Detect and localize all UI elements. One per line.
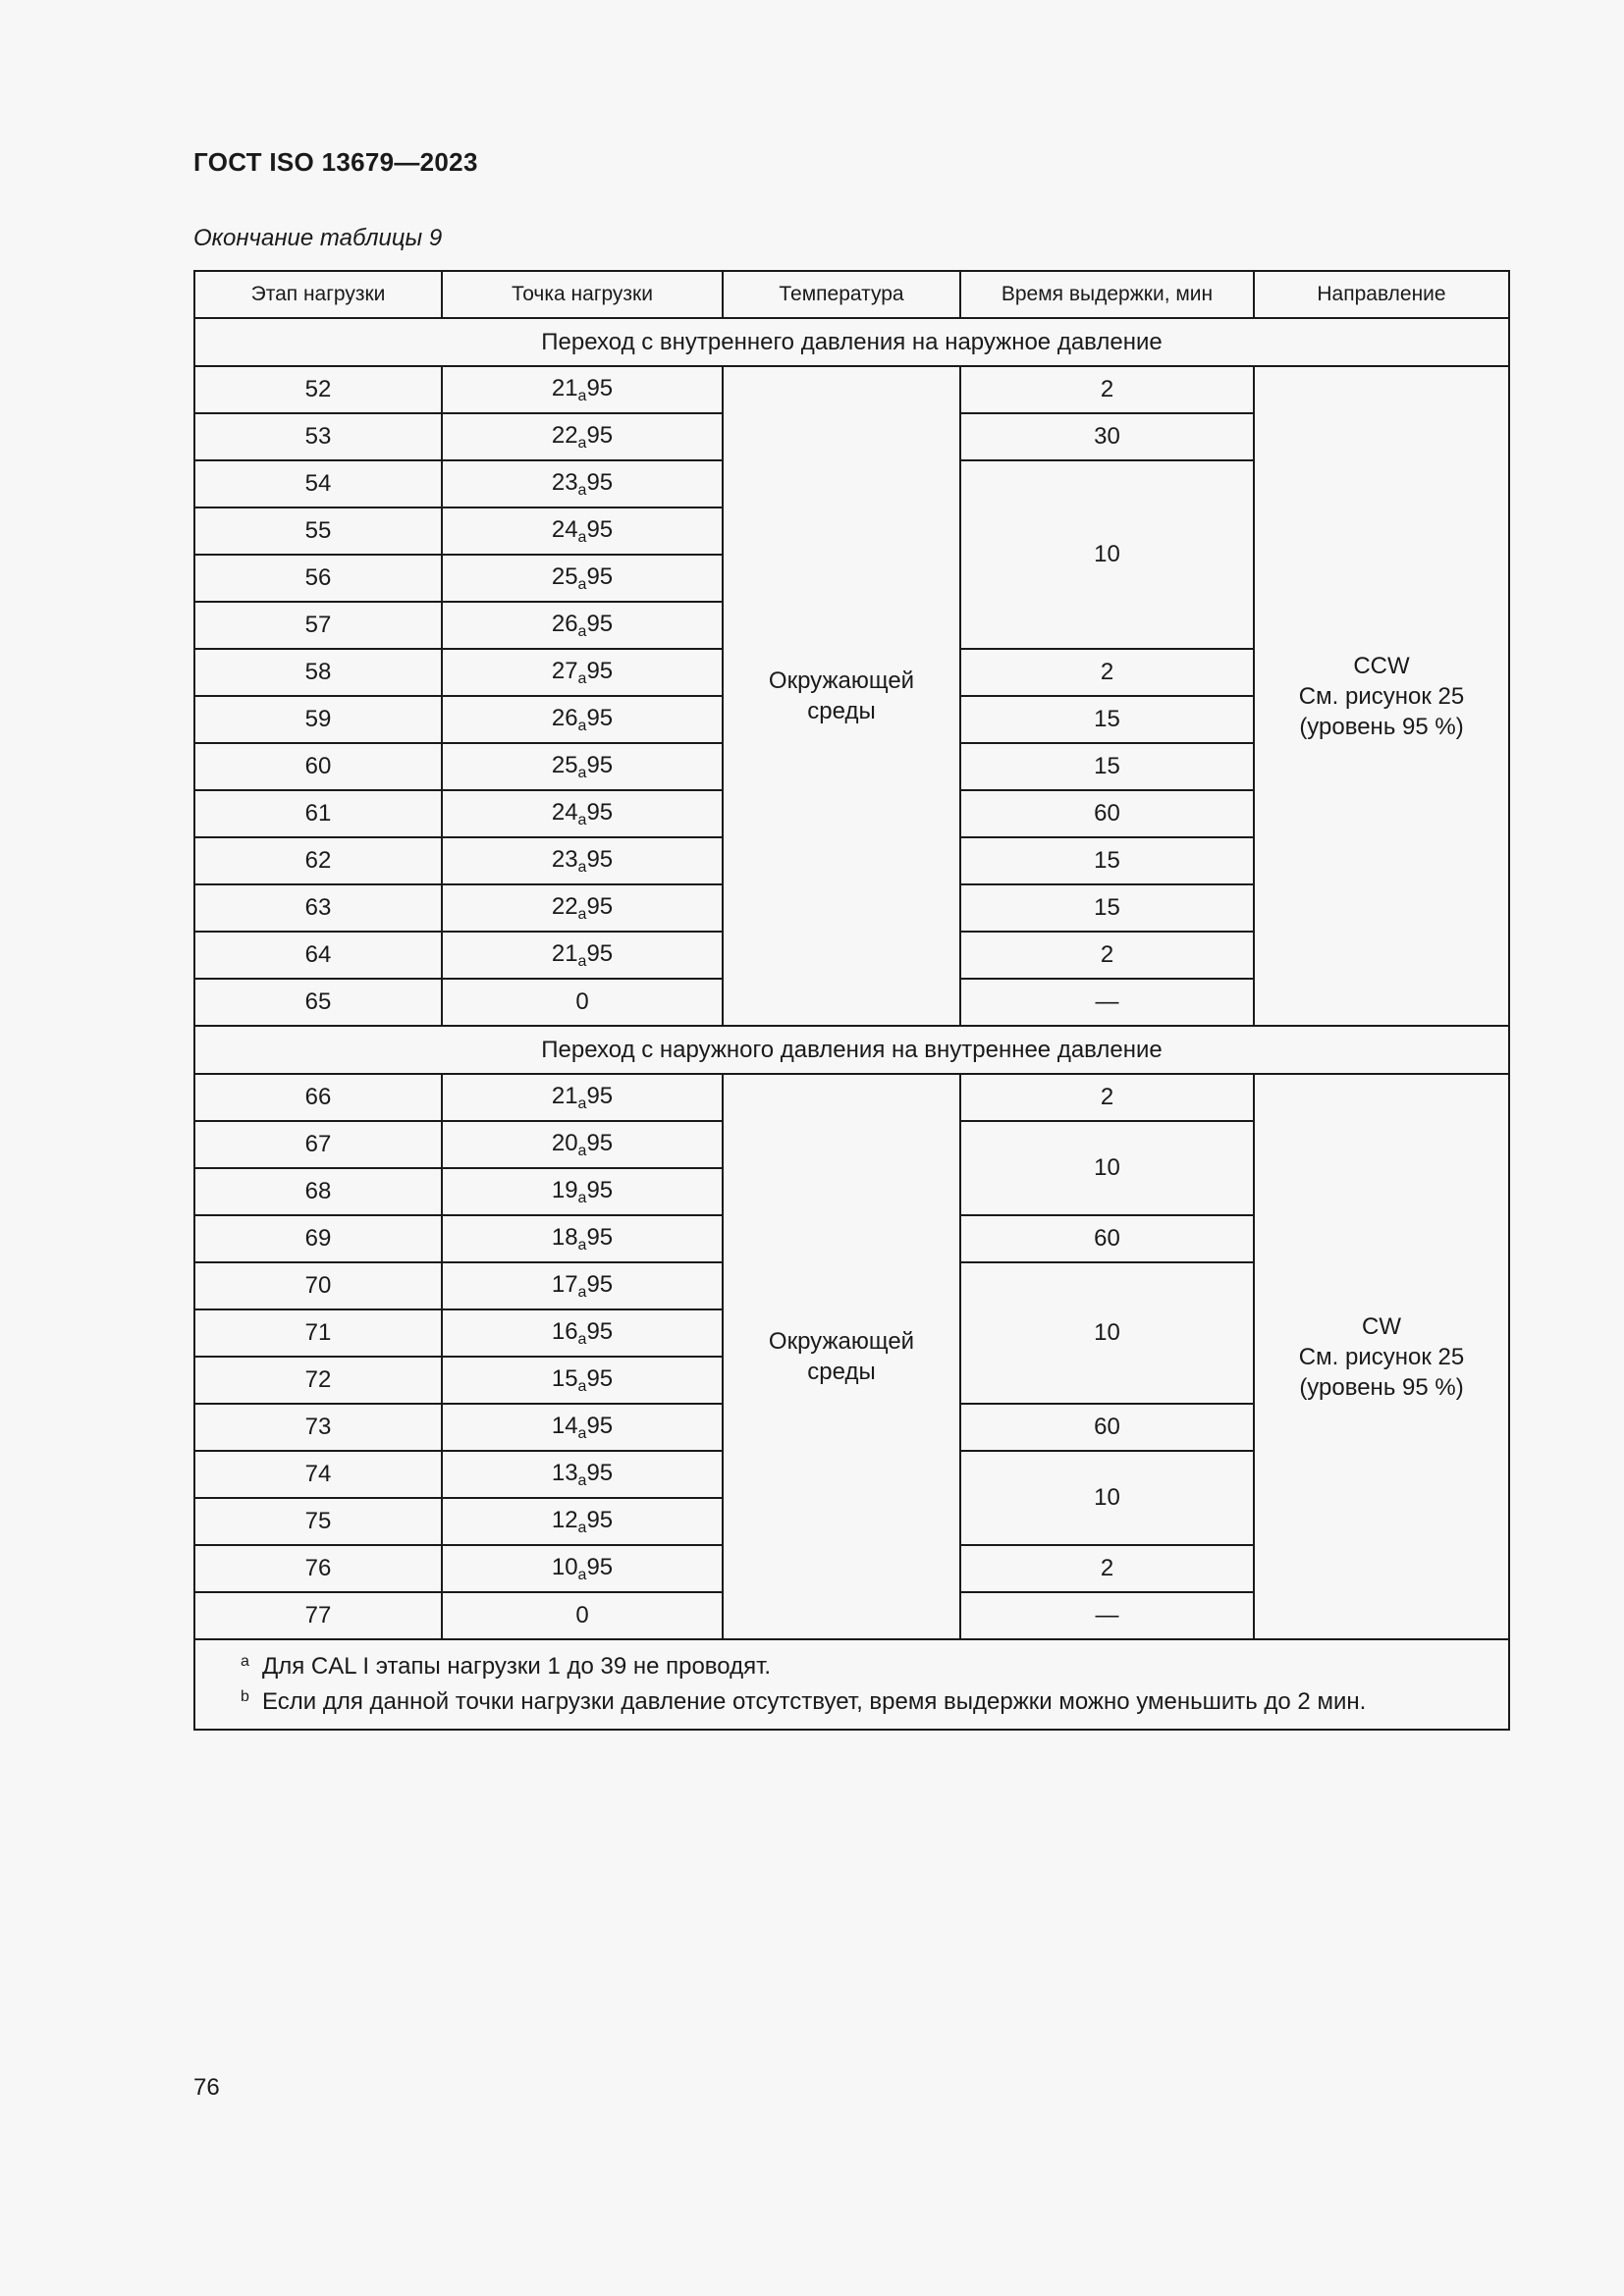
load-point-subscript: a — [577, 669, 587, 687]
load-point-value: 16 — [551, 1317, 578, 1345]
load-point-cell — [442, 1404, 723, 1451]
load-point-cell — [442, 649, 723, 696]
hold-time-cell: 10 — [960, 1262, 1254, 1404]
header-temperature: Температура — [723, 271, 960, 318]
load-stage-cell: 77 — [194, 1592, 442, 1639]
header-direction: Направление — [1254, 271, 1509, 318]
section-header-row — [194, 318, 1509, 366]
load-stage-cell: 70 — [194, 1262, 442, 1309]
load-point-cell — [442, 743, 723, 790]
load-point-cell — [442, 366, 723, 413]
load-point-cell — [442, 1357, 723, 1404]
footnote-mark: a — [241, 1653, 249, 1670]
load-point-percent: 95 — [586, 1082, 614, 1109]
load-stage-cell: 62 — [194, 837, 442, 884]
load-stage-cell: 66 — [194, 1074, 442, 1121]
load-point-value: 23 — [551, 468, 578, 496]
load-point-cell — [442, 1545, 723, 1592]
hold-time-cell: 2 — [960, 932, 1254, 979]
direction-text: См. рисунок 25 — [1298, 682, 1465, 710]
load-point-cell — [442, 837, 723, 884]
load-point-percent: 95 — [586, 657, 614, 684]
load-stage-cell: 64 — [194, 932, 442, 979]
hold-time-cell: 60 — [960, 1404, 1254, 1451]
load-stage-cell: 74 — [194, 1451, 442, 1498]
load-point-value: 17 — [551, 1270, 578, 1298]
load-point-value: 21 — [551, 939, 578, 967]
load-point-value: 22 — [551, 421, 578, 449]
hold-time-cell: 10 — [960, 1121, 1254, 1215]
hold-time-cell: 2 — [960, 649, 1254, 696]
load-point-value: 20 — [551, 1129, 578, 1156]
page-number: 76 — [193, 2074, 220, 2101]
load-point-cell — [442, 1309, 723, 1357]
load-point-subscript: a — [577, 1330, 587, 1348]
load-point-percent: 95 — [586, 515, 614, 543]
load-stage-cell: 67 — [194, 1121, 442, 1168]
hold-time-cell: — — [960, 1592, 1254, 1639]
table-row — [194, 1074, 1509, 1121]
load-stage-cell: 63 — [194, 884, 442, 932]
load-point-subscript: a — [577, 717, 587, 734]
load-point-value: 14 — [551, 1412, 578, 1439]
direction-text: (уровень 95 %) — [1299, 713, 1464, 740]
load-point-subscript: a — [577, 952, 587, 970]
load-stage-cell: 53 — [194, 413, 442, 460]
load-point-subscript: a — [577, 764, 587, 781]
header-hold-time: Время выдержки, мин — [960, 271, 1254, 318]
load-point-value: 24 — [551, 515, 578, 543]
load-point-cell — [442, 602, 723, 649]
table-foot — [194, 1639, 1509, 1730]
hold-time-cell: 60 — [960, 790, 1254, 837]
load-point-percent: 95 — [586, 1317, 614, 1345]
footnote-b — [241, 1682, 1508, 1717]
load-point-value: 19 — [551, 1176, 578, 1203]
load-point-subscript: a — [577, 1236, 587, 1254]
load-point-percent: 95 — [586, 1412, 614, 1439]
load-stage-cell: 76 — [194, 1545, 442, 1592]
load-point-percent: 95 — [586, 845, 614, 873]
temperature-cell — [723, 1074, 960, 1639]
load-point-cell — [442, 1121, 723, 1168]
load-point-value: 26 — [551, 610, 578, 637]
load-stage-cell: 58 — [194, 649, 442, 696]
load-point-value: 18 — [551, 1223, 578, 1251]
load-point-subscript: a — [577, 1283, 587, 1301]
hold-time-cell: 30 — [960, 413, 1254, 460]
load-point-percent: 95 — [586, 1506, 614, 1533]
direction-text: См. рисунок 25 — [1298, 1343, 1465, 1370]
footnote-text: Для CAL I этапы нагрузки 1 до 39 не проводят. — [262, 1653, 772, 1680]
load-stage-cell: 69 — [194, 1215, 442, 1262]
footnote-a — [241, 1646, 1508, 1682]
load-point-subscript: a — [577, 1095, 587, 1112]
load-point-percent: 95 — [586, 468, 614, 496]
load-stage-cell: 73 — [194, 1404, 442, 1451]
load-point-cell — [442, 460, 723, 507]
load-point-subscript: a — [577, 622, 587, 640]
hold-time-cell: 15 — [960, 884, 1254, 932]
document-header: ГОСТ ISO 13679—2023 — [193, 147, 478, 177]
load-point-cell — [442, 884, 723, 932]
direction-text: CCW — [1353, 652, 1410, 679]
load-point-cell — [442, 555, 723, 602]
load-stages-table — [193, 270, 1510, 1731]
footnotes-cell — [194, 1639, 1509, 1730]
load-point-value: 0 — [575, 988, 589, 1015]
load-point-cell — [442, 1215, 723, 1262]
load-point-value: 12 — [551, 1506, 578, 1533]
hold-time-cell: 2 — [960, 1074, 1254, 1121]
load-point-value: 24 — [551, 798, 578, 826]
temperature-text: среды — [807, 698, 876, 724]
load-point-value: 13 — [551, 1459, 578, 1486]
load-stage-cell: 52 — [194, 366, 442, 413]
section-title: Переход с внутреннего давления на наружное давление — [194, 318, 1509, 366]
load-stage-cell: 72 — [194, 1357, 442, 1404]
load-point-cell — [442, 1498, 723, 1545]
load-point-percent: 95 — [586, 1364, 614, 1392]
direction-text: CW — [1362, 1312, 1401, 1340]
load-stage-cell: 61 — [194, 790, 442, 837]
hold-time-cell: 10 — [960, 460, 1254, 649]
load-point-subscript: a — [577, 575, 587, 593]
hold-time-cell: 2 — [960, 1545, 1254, 1592]
hold-time-cell: 15 — [960, 696, 1254, 743]
load-point-value: 21 — [551, 374, 578, 401]
load-point-cell — [442, 696, 723, 743]
direction-cell — [1254, 366, 1509, 1026]
load-point-cell — [442, 1451, 723, 1498]
load-point-percent: 95 — [586, 1129, 614, 1156]
section-title: Переход с наружного давления на внутреннее давление — [194, 1026, 1509, 1074]
load-point-cell — [442, 979, 723, 1026]
hold-time-cell: 2 — [960, 366, 1254, 413]
load-point-percent: 95 — [586, 798, 614, 826]
temperature-cell — [723, 366, 960, 1026]
load-point-value: 25 — [551, 562, 578, 590]
load-point-percent: 95 — [586, 1223, 614, 1251]
load-point-cell — [442, 1592, 723, 1639]
load-point-cell — [442, 507, 723, 555]
load-point-value: 21 — [551, 1082, 578, 1109]
load-stage-cell: 65 — [194, 979, 442, 1026]
load-point-subscript: a — [577, 1519, 587, 1536]
load-point-percent: 95 — [586, 374, 614, 401]
load-point-subscript: a — [577, 434, 587, 452]
load-point-percent: 95 — [586, 562, 614, 590]
load-point-value: 26 — [551, 704, 578, 731]
temperature-text: среды — [807, 1359, 876, 1385]
load-point-subscript: a — [577, 481, 587, 499]
footnote-mark: b — [241, 1688, 249, 1705]
hold-time-cell: 60 — [960, 1215, 1254, 1262]
load-point-subscript: a — [577, 858, 587, 876]
direction-text: (уровень 95 %) — [1299, 1373, 1464, 1401]
load-point-value: 15 — [551, 1364, 578, 1392]
load-point-subscript: a — [577, 528, 587, 546]
table-body — [194, 318, 1509, 1639]
load-point-subscript: a — [577, 387, 587, 404]
table-head — [194, 271, 1509, 318]
load-stage-cell: 68 — [194, 1168, 442, 1215]
load-point-percent: 95 — [586, 1176, 614, 1203]
header-load-stage: Этап нагрузки — [194, 271, 442, 318]
table-row — [194, 366, 1509, 413]
hold-time-cell: 15 — [960, 837, 1254, 884]
load-point-cell — [442, 413, 723, 460]
load-point-percent: 95 — [586, 1553, 614, 1580]
load-stage-cell: 55 — [194, 507, 442, 555]
load-point-subscript: a — [577, 1566, 587, 1583]
load-stage-cell: 59 — [194, 696, 442, 743]
load-point-percent: 95 — [586, 939, 614, 967]
load-point-value: 0 — [575, 1602, 589, 1629]
load-point-subscript: a — [577, 1142, 587, 1159]
load-point-subscript: a — [577, 1189, 587, 1206]
hold-time-cell: 15 — [960, 743, 1254, 790]
load-point-percent: 95 — [586, 1270, 614, 1298]
load-point-cell — [442, 1168, 723, 1215]
load-point-percent: 95 — [586, 610, 614, 637]
load-point-percent: 95 — [586, 1459, 614, 1486]
temperature-text: Окружающей — [768, 1328, 915, 1355]
header-load-point: Точка нагрузки — [442, 271, 723, 318]
load-stage-cell: 75 — [194, 1498, 442, 1545]
load-point-value: 27 — [551, 657, 578, 684]
load-stage-cell: 56 — [194, 555, 442, 602]
load-stage-cell: 71 — [194, 1309, 442, 1357]
load-point-value: 23 — [551, 845, 578, 873]
load-stage-cell: 60 — [194, 743, 442, 790]
load-point-cell — [442, 932, 723, 979]
table-caption: Окончание таблицы 9 — [193, 225, 443, 251]
load-point-cell — [442, 1074, 723, 1121]
footnote-text: Если для данной точки нагрузки давление отсутствует, время выдержки можно уменьшить до 2 мин. — [262, 1688, 1367, 1715]
load-point-subscript: a — [577, 1377, 587, 1395]
hold-time-cell: 10 — [960, 1451, 1254, 1545]
header-row — [194, 271, 1509, 318]
load-point-subscript: a — [577, 1471, 587, 1489]
footnotes-row — [194, 1639, 1509, 1730]
load-point-subscript: a — [577, 811, 587, 828]
load-point-subscript: a — [577, 1424, 587, 1442]
section-header-row — [194, 1026, 1509, 1074]
load-point-value: 25 — [551, 751, 578, 778]
load-stage-cell: 57 — [194, 602, 442, 649]
load-point-value: 10 — [551, 1553, 578, 1580]
load-point-cell — [442, 1262, 723, 1309]
direction-cell — [1254, 1074, 1509, 1639]
hold-time-cell: — — [960, 979, 1254, 1026]
load-point-subscript: a — [577, 905, 587, 923]
load-point-percent: 95 — [586, 892, 614, 920]
temperature-text: Окружающей — [768, 667, 915, 694]
load-stage-cell: 54 — [194, 460, 442, 507]
load-point-percent: 95 — [586, 704, 614, 731]
load-point-percent: 95 — [586, 751, 614, 778]
load-point-value: 22 — [551, 892, 578, 920]
table-container — [193, 270, 1508, 1731]
load-point-percent: 95 — [586, 421, 614, 449]
load-point-cell — [442, 790, 723, 837]
